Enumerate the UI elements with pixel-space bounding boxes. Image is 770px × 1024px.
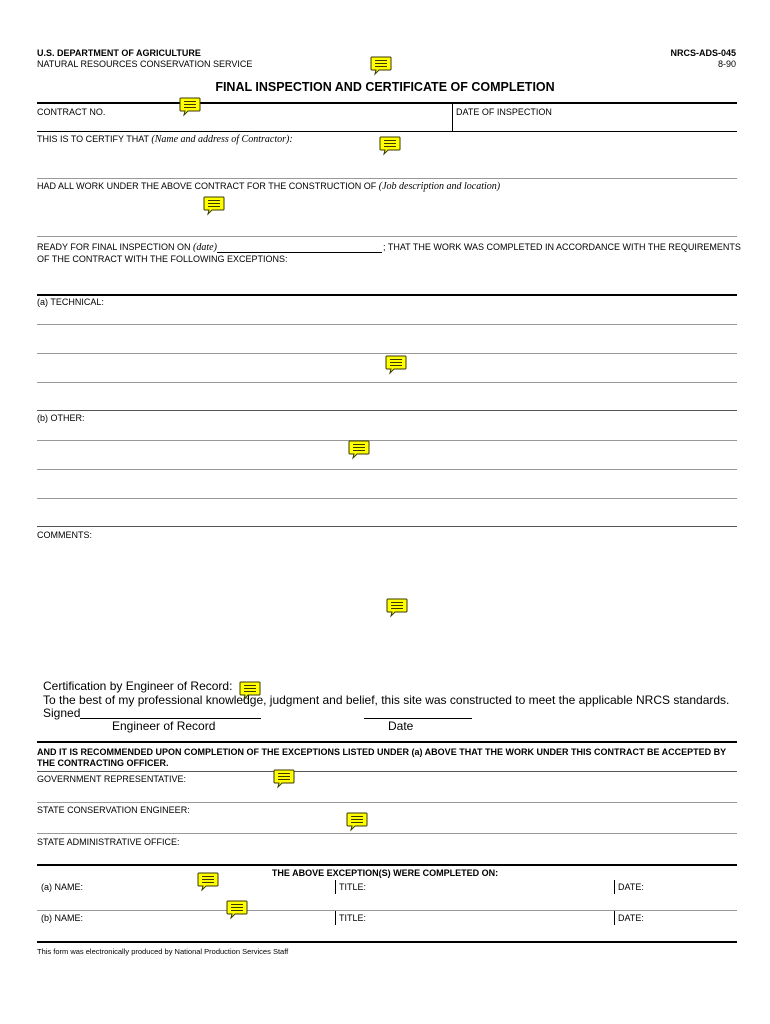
comment-note-icon[interactable] (179, 97, 201, 115)
comments-label: COMMENTS: (37, 530, 92, 540)
divider (37, 131, 737, 132)
completion-heading: THE ABOVE EXCEPTION(S) WERE COMPLETED ON: (271, 868, 499, 878)
divider (452, 103, 453, 131)
of-contract-label: OF THE CONTRACT WITH THE FOLLOWING EXCEPTIONS: (37, 254, 288, 264)
form-date: 8-90 (717, 59, 736, 69)
signature-date-line[interactable] (364, 718, 472, 719)
footer-note: This form was electronically produced by National Production Services Staff (37, 947, 289, 956)
completion-name-label: (a) NAME: (41, 882, 84, 892)
divider (37, 236, 737, 237)
ready-final-label: READY FOR FINAL INSPECTION ON (date) (37, 242, 217, 253)
contract-no-label: CONTRACT NO. (37, 107, 106, 117)
recommendation-line2: THE CONTRACTING OFFICER. (37, 758, 169, 768)
completion-title-label: TITLE: (339, 882, 367, 892)
completed-accordance-label: ; THAT THE WORK WAS COMPLETED IN ACCORDANCE WITH THE REQUIREMENTS (383, 242, 741, 252)
service-name: NATURAL RESOURCES CONSERVATION SERVICE (37, 59, 253, 69)
state-admin-label: STATE ADMINISTRATIVE OFFICE: (37, 837, 180, 847)
state-engineer-label: STATE CONSERVATION ENGINEER: (37, 805, 190, 815)
divider (37, 741, 737, 743)
page-title: FINAL INSPECTION AND CERTIFICATE OF COMPLETION (215, 80, 555, 94)
divider (37, 353, 737, 354)
comment-note-icon[interactable] (239, 681, 261, 699)
divider (37, 941, 737, 943)
form-number: NRCS-ADS-045 (670, 48, 736, 58)
divider (37, 382, 737, 383)
certify-that-label: THIS IS TO CERTIFY THAT (Name and address of Contractor): (37, 134, 293, 145)
divider (37, 498, 737, 499)
comment-note-icon[interactable] (203, 196, 225, 214)
divider (37, 294, 737, 296)
signed-label: Signed (43, 706, 81, 720)
divider (37, 410, 737, 411)
divider (614, 880, 615, 894)
divider (37, 178, 737, 179)
divider (37, 833, 737, 834)
government-rep-label: GOVERNMENT REPRESENTATIVE: (37, 774, 187, 784)
recommendation-line1: AND IT IS RECOMMENDED UPON COMPLETION OF THE EXCEPTIONS LISTED UNDER (a) ABOVE THAT THE WORK UNDER THIS CONTRACT BE ACCEPTED BY (37, 747, 727, 757)
comment-note-icon[interactable] (226, 900, 248, 918)
had-all-work-label: HAD ALL WORK UNDER THE ABOVE CONTRACT FOR THE CONSTRUCTION OF (Job description and location) (37, 181, 501, 192)
certification-statement: To the best of my professional knowledge, judgment and belief, this site was constructed to meet the applicable NRCS standards. (43, 693, 730, 707)
divider (37, 324, 737, 325)
comment-note-icon[interactable] (346, 812, 368, 830)
comment-note-icon[interactable] (379, 136, 401, 154)
divider (37, 102, 737, 104)
completion-date-label: DATE: (618, 882, 644, 892)
completion-date-label: DATE: (618, 913, 644, 923)
divider (335, 880, 336, 894)
divider (614, 911, 615, 925)
comment-note-icon[interactable] (197, 872, 219, 890)
comment-note-icon[interactable] (348, 440, 370, 458)
signature-date-label: Date (388, 719, 414, 733)
comment-note-icon[interactable] (386, 598, 408, 616)
divider (37, 440, 737, 441)
divider (37, 469, 737, 470)
divider (37, 526, 737, 527)
comment-note-icon[interactable] (385, 355, 407, 373)
date-of-inspection-label: DATE OF INSPECTION (456, 107, 552, 117)
ready-date-line[interactable] (217, 252, 382, 253)
department-name: U.S. DEPARTMENT OF AGRICULTURE (37, 48, 201, 58)
technical-label: (a) TECHNICAL: (37, 297, 104, 307)
other-label: (b) OTHER: (37, 413, 85, 423)
comment-note-icon[interactable] (370, 56, 392, 74)
divider (335, 911, 336, 925)
divider (37, 802, 737, 803)
engineer-of-record-label: Engineer of Record (112, 719, 216, 733)
divider (37, 864, 737, 866)
comment-note-icon[interactable] (273, 769, 295, 787)
divider (37, 910, 737, 911)
completion-title-label: TITLE: (339, 913, 367, 923)
certification-heading: Certification by Engineer of Record: (43, 679, 233, 693)
completion-name-label: (b) NAME: (41, 913, 84, 923)
divider (37, 771, 737, 772)
